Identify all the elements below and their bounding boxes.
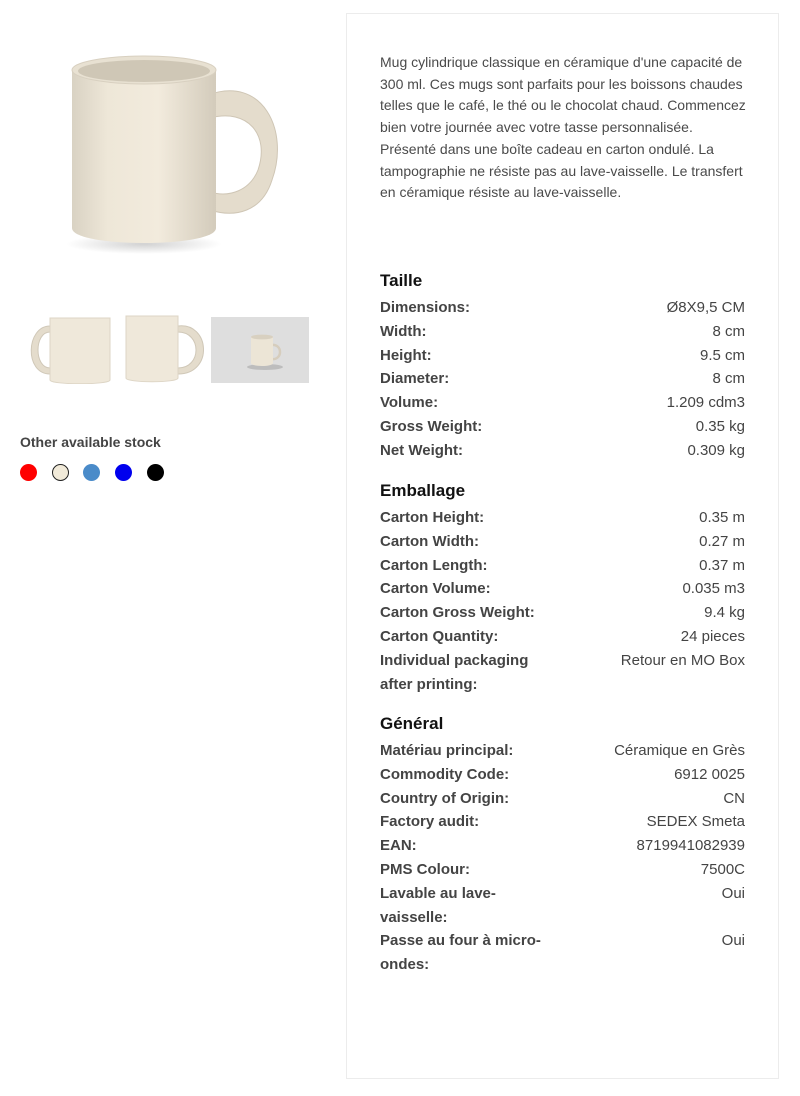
spec-row [380, 763, 745, 787]
spec-row [380, 929, 745, 977]
spec-value: SEDEX Smeta [646, 813, 745, 831]
spec-label: Carton Length: [380, 556, 488, 574]
spec-label: Individual packaging after printing: [380, 651, 529, 693]
spec-row [380, 391, 745, 415]
spec-label: Carton Width: [380, 532, 480, 550]
spec-value: Céramique en Grès [614, 742, 745, 759]
spec-value: Retour en MO Box [620, 651, 745, 669]
spec-value: 0.309 kg [687, 441, 745, 459]
spec-value: 0.035 m3 [682, 580, 745, 598]
spec-value: 0.35 kg [695, 417, 745, 435]
spec-row [380, 739, 745, 763]
spec-row [380, 344, 745, 368]
taille-spec-list [380, 296, 745, 463]
color-swatch-red[interactable] [20, 464, 37, 481]
spec-value: 0.37 m [699, 556, 745, 574]
spec-value: 8 cm [712, 370, 745, 388]
spec-label: Dimensions: [380, 299, 471, 316]
spec-value: Ø8X9,5 CM [666, 299, 745, 316]
spec-label: Factory audit: [380, 813, 480, 831]
spec-label: Country of Origin: [380, 789, 510, 807]
spec-label: Passe au four à micro-ondes: [380, 932, 541, 974]
spec-row [380, 601, 745, 625]
section-title-general: Général [380, 714, 444, 733]
spec-value: 0.27 m [699, 532, 745, 550]
thumbnail-mug-handle-left[interactable] [24, 312, 120, 384]
color-swatch-light-blue[interactable] [83, 464, 100, 481]
color-swatch-beige[interactable] [52, 464, 69, 481]
emballage-spec-list [380, 506, 745, 696]
spec-label: Matériau principal: [380, 742, 514, 759]
section-title-emballage: Emballage [380, 481, 466, 500]
spec-label: Carton Gross Weight: [380, 604, 535, 622]
spec-row [380, 296, 745, 320]
section-title-taille: Taille [380, 271, 423, 290]
spec-row [380, 530, 745, 554]
spec-row [380, 810, 745, 834]
spec-row [380, 834, 745, 858]
spec-row [380, 439, 745, 463]
spec-row [380, 577, 745, 601]
spec-label: Net Weight: [380, 441, 464, 459]
spec-label: Carton Height: [380, 509, 485, 526]
spec-value: 9.5 cm [699, 346, 745, 364]
thumbnail-mug-lifestyle[interactable] [211, 317, 309, 383]
spec-row [380, 554, 745, 578]
product-details-panel [346, 13, 779, 1079]
spec-label: EAN: [380, 837, 417, 855]
spec-row [380, 858, 745, 882]
spec-label: Volume: [380, 394, 439, 412]
other-stock-title: Other available stock [20, 434, 161, 450]
spec-row [380, 415, 745, 439]
spec-row [380, 506, 745, 530]
spec-value: 1.209 cdm3 [666, 394, 745, 412]
spec-label: Carton Volume: [380, 580, 491, 598]
color-swatch-blue[interactable] [115, 464, 132, 481]
spec-label: Height: [380, 346, 432, 364]
spec-row [380, 649, 745, 697]
spec-value: 8 cm [712, 322, 745, 340]
product-gallery [0, 0, 340, 1096]
spec-label: Commodity Code: [380, 765, 510, 783]
spec-value: 24 pieces [680, 627, 745, 645]
spec-label: PMS Colour: [380, 860, 470, 878]
spec-value: 7500C [700, 860, 745, 878]
spec-row [380, 882, 745, 930]
spec-label: Diameter: [380, 370, 450, 388]
spec-value: CN [723, 789, 745, 807]
spec-value: 9.4 kg [704, 604, 745, 622]
general-spec-list [380, 739, 745, 977]
spec-label: Width: [380, 322, 427, 340]
spec-label: Gross Weight: [380, 417, 483, 435]
spec-row [380, 787, 745, 811]
thumbnail-mug-handle-right[interactable] [124, 312, 220, 384]
product-description: Mug cylindrique classique en céramique d'une capacité de 300 ml. Ces mugs sont parfaits pour les boissons chaudes telles que le café, le thé ou le chocolat chaud. Commencez bien votre journée avec votre tasse personnalisée. Présenté dans une boîte cadeau en carton ondulé. La tampographie ne résiste pas au lave-vaisselle. Le transfert en céramique résiste au lave-vaisselle. [380, 54, 746, 201]
spec-value: Oui [721, 884, 745, 902]
spec-row [380, 367, 745, 391]
spec-value: 0.35 m [699, 509, 745, 526]
color-swatch-black[interactable] [147, 464, 164, 481]
spec-label: Lavable au lave-vaisselle: [380, 884, 496, 926]
thumbnail-strip [20, 312, 320, 388]
product-main-image [40, 40, 300, 270]
spec-label: Carton Quantity: [380, 627, 499, 645]
spec-value: Oui [721, 932, 745, 950]
spec-row [380, 320, 745, 344]
spec-value: 6912 0025 [674, 765, 745, 783]
spec-row [380, 625, 745, 649]
spec-value: 8719941082939 [636, 837, 745, 855]
